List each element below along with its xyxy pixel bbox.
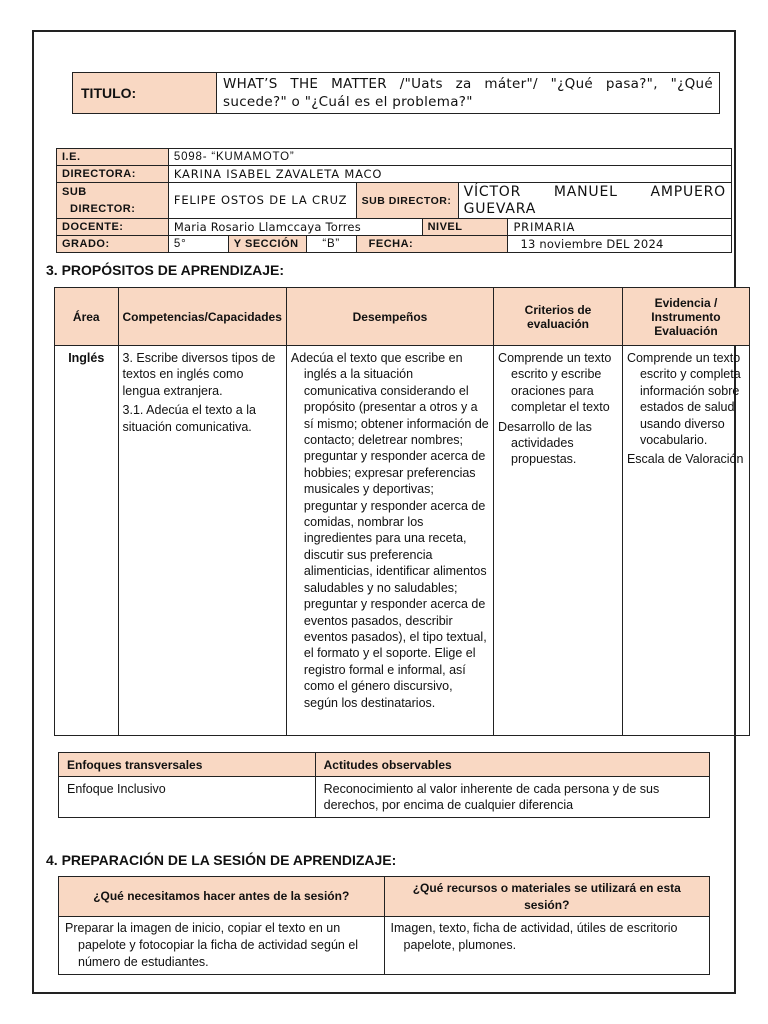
subdirector-value: FELIPE OSTOS DE LA CRUZ bbox=[168, 183, 356, 219]
capacidad-text: 3.1. Adecúa el texto a la situación comunicativa. bbox=[122, 403, 256, 434]
header-evidencia: Evidencia / Instrumento Evaluación bbox=[622, 288, 749, 346]
subdirector2-value: VÍCTOR MANUEL AMPUERO GUEVARA bbox=[458, 183, 731, 219]
competencias-cell bbox=[118, 346, 286, 736]
subdirector-label-line1: SUB bbox=[62, 185, 87, 198]
header-criterios: Criterios de evaluación bbox=[494, 288, 623, 346]
area-cell: Inglés bbox=[55, 346, 119, 736]
evidencia-1: Comprende un texto escrito y completa información sobre estados de salud usando diverso vocabulario. bbox=[626, 351, 741, 448]
docente-value: Maria Rosario Llamccaya Torres bbox=[168, 219, 422, 236]
actitud-cell: Reconocimiento al valor inherente de cada persona y de sus derechos, por encima de cualquier diferencia bbox=[315, 777, 709, 818]
subdirector-label-line2: DIRECTOR: bbox=[70, 202, 136, 215]
header-competencias: Competencias/Capacidades bbox=[118, 288, 286, 346]
nivel-label: NIVEL bbox=[422, 219, 508, 236]
recursos-cell: Imagen, texto, ficha de actividad, útiles de escritorio papelote, plumones. bbox=[384, 917, 710, 975]
title-box bbox=[72, 72, 720, 114]
proposals-table bbox=[54, 287, 750, 736]
seccion-label: Y SECCIÓN bbox=[228, 236, 306, 253]
grado-label: GRADO: bbox=[57, 236, 169, 253]
docente-label: DOCENTE: bbox=[57, 219, 169, 236]
competencia-text: 3. Escribe diversos tipos de textos en inglés como lengua extranjera. bbox=[122, 351, 276, 398]
evidencia-2: Escala de Valoración bbox=[626, 452, 744, 467]
criterio-2: Desarrollo de las actividades propuestas. bbox=[498, 419, 592, 467]
ie-value: 5098- “KUMAMOTO” bbox=[168, 149, 731, 166]
antes-cell: Preparar la imagen de inicio, copiar el texto en un papelote y fotocopiar la ficha de actividad según el número de estudiantes. bbox=[59, 917, 385, 975]
title-label: TITULO: bbox=[73, 73, 217, 113]
fecha-label: FECHA: bbox=[356, 236, 508, 253]
evidencia-cell bbox=[622, 346, 749, 736]
grado-value: 5° bbox=[168, 236, 228, 253]
enfoque-cell: Enfoque Inclusivo bbox=[59, 777, 316, 818]
section3-title: 3. PROPÓSITOS DE APRENDIZAJE: bbox=[46, 262, 285, 278]
actitudes-header: Actitudes observables bbox=[315, 753, 709, 777]
section4-title: 4. PREPARACIÓN DE LA SESIÓN DE APRENDIZAJE: bbox=[46, 852, 397, 868]
subdirector2-label: SUB DIRECTOR: bbox=[356, 183, 458, 219]
info-table bbox=[56, 148, 732, 253]
recursos-header: ¿Qué recursos o materiales se utilizará en esta sesión? bbox=[384, 877, 710, 917]
header-area: Área bbox=[55, 288, 119, 346]
directora-label: DIRECTORA: bbox=[57, 166, 169, 183]
preparation-table bbox=[58, 876, 710, 975]
fecha-value: 13 noviembre DEL 2024 bbox=[508, 236, 732, 253]
ie-label: I.E. bbox=[57, 149, 169, 166]
subdirector-label bbox=[57, 183, 169, 219]
desempeno-cell: Adecúa el texto que escribe en inglés a la situación comunicativa considerando el propósito (presentar a otros y a sí mismo; obtener información de contacto; deletrear nombres; preguntar y responder acerca de hobbies; expresar preferencias musicales y deportivas; preguntar y responder acerca de comidas, nombrar los ingredientes para una receta, discutir sus preferencia alimenticias, identificar alimentos saludables y no saludables; preguntar y responder acerca de eventos pasados, describir eventos pasados), el tipo textual, el formato y el soporte. Elige el registro formal e informal, así como el género discursivo, según los destinatarios. bbox=[286, 346, 493, 736]
header-desempenos: Desempeños bbox=[286, 288, 493, 346]
enfoques-header: Enfoques transversales bbox=[59, 753, 316, 777]
criterio-1: Comprende un texto escrito y escribe oraciones para completar el texto bbox=[498, 351, 612, 415]
criterios-cell bbox=[494, 346, 623, 736]
enfoques-table bbox=[58, 752, 710, 818]
antes-header: ¿Qué necesitamos hacer antes de la sesión? bbox=[59, 877, 385, 917]
directora-value: KARINA ISABEL ZAVALETA MACO bbox=[168, 166, 731, 183]
seccion-value: “B” bbox=[306, 236, 356, 253]
title-text: WHAT’S THE MATTER /"Uats za máter"/ "¿Qué pasa?", "¿Qué sucede?" o "¿Cuál es el problema?" bbox=[223, 76, 713, 110]
nivel-value: PRIMARIA bbox=[508, 219, 732, 236]
